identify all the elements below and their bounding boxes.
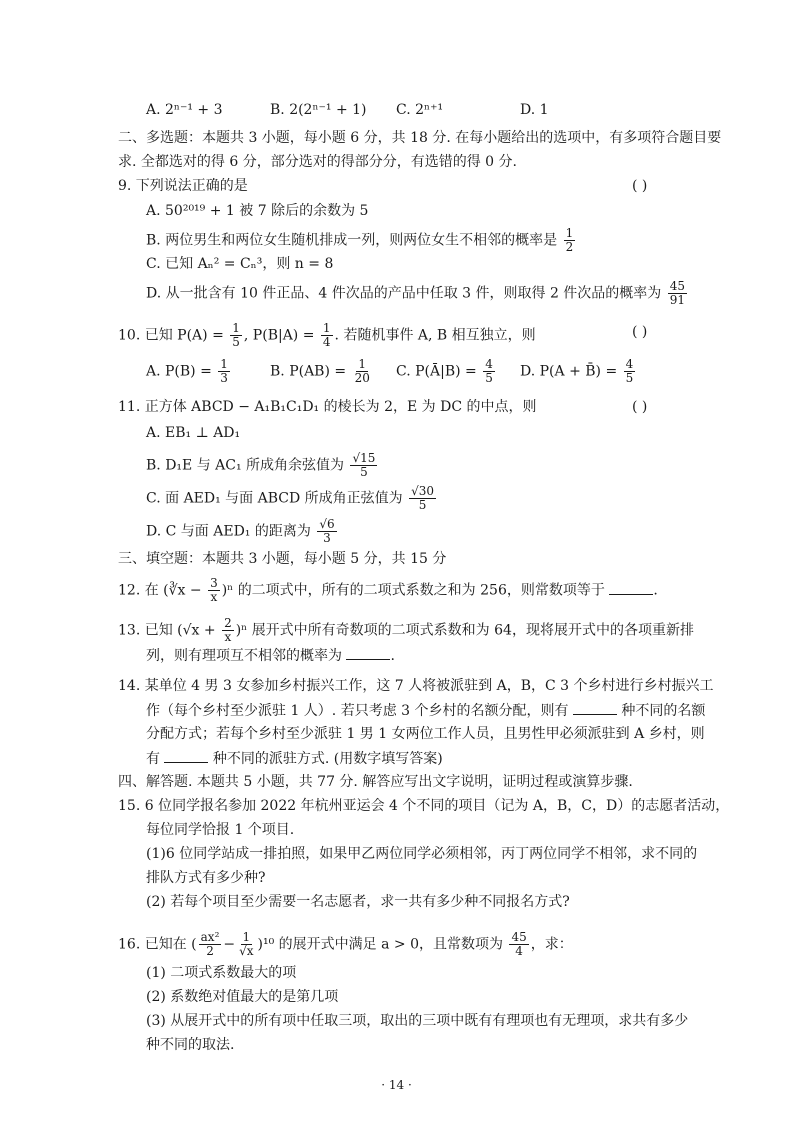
q10-frac-pa	[230, 322, 242, 349]
q14-line4	[146, 748, 443, 769]
frac-den: 2	[565, 240, 574, 254]
q9-option-d-fraction	[668, 280, 687, 307]
frac-den: 5	[418, 498, 427, 512]
frac-den: 2	[206, 944, 214, 958]
q8-choices	[146, 100, 549, 120]
q9-option-b	[146, 227, 577, 254]
frac-den: 4	[515, 944, 523, 958]
frac-num: 45	[669, 279, 686, 293]
q11-option-b	[146, 452, 379, 479]
q11-option-b-fraction	[350, 452, 377, 479]
frac-den: 20	[354, 371, 370, 385]
q10-option-a	[146, 358, 270, 385]
q10-option-b	[270, 358, 396, 385]
q14-line2a: 作（每个乡村至少派驻 1 人）. 若只考虑 3 个乡村的名额分配，则有	[146, 703, 569, 719]
q16-part3-cont: 种不同的取法.	[146, 1037, 235, 1053]
frac-num: √30	[411, 484, 435, 498]
q9-option-b-text: B. 两位男生和两位女生随机排成一列，则两位女生不相邻的概率是	[146, 232, 558, 249]
q10-option-c-fraction	[483, 358, 495, 385]
q8-choice-b: B. 2(2ⁿ⁻¹ + 1)	[270, 102, 367, 118]
q14-line4b: 种不同的派驻方式. (用数字填写答案)	[212, 751, 443, 767]
frac-num: 2	[224, 616, 232, 630]
q9-answer-paren: ( )	[632, 178, 648, 194]
q12-stem-post: )ⁿ 的二项式中，所有的二项式系数之和为 256，则常数项等于	[221, 582, 605, 599]
q14-line2	[146, 700, 705, 721]
frac-den: 4	[322, 335, 331, 349]
page-number: · 14 ·	[381, 1078, 412, 1092]
q11-stem: 11. 正方体 ABCD − A₁B₁C₁D₁ 的棱长为 2，E 为 DC 的中点，则	[118, 399, 537, 415]
q9-option-d-text: D. 从一批含有 10 件正品、4 件次品的产品中任取 3 件，则取得 2 件次品的概率为	[146, 285, 662, 302]
section3-heading: 三、填空题：本题共 3 小题，每小题 5 分，共 15 分	[118, 551, 447, 567]
frac-den: 5	[360, 465, 368, 479]
q9-option-d	[146, 280, 689, 307]
q13-stem-post: )ⁿ 展开式中所有奇数项的二项式系数和为 64，现将展开式中的各项重新排	[235, 622, 694, 639]
frac-den: x	[224, 630, 232, 644]
q10-option-c	[396, 358, 520, 385]
q10-stem-pre: 10. 已知 P(A) =	[118, 327, 224, 344]
q16-part1: (1) 二项式系数最大的项	[146, 965, 297, 981]
frac-num: √6	[319, 517, 335, 531]
q10-option-d-fraction	[624, 358, 636, 385]
q13-stem-end: .	[390, 648, 395, 664]
q12-fraction	[208, 577, 220, 604]
q10-option-b-text: B. P(AB) =	[270, 363, 347, 380]
q14-line3: 分配方式；若每个乡村至少派驻 1 男 1 女两位工作人员，且男性甲必须派驻到 A 乡村，则	[146, 726, 705, 742]
q15-part2: (2) 若每个项目至少需要一名志愿者，求一共有多少种不同报名方式?	[146, 894, 570, 910]
frac-den: 3	[220, 371, 228, 385]
q10-option-a-text: A. P(B) =	[146, 363, 212, 380]
q10-options	[146, 358, 637, 385]
frac-num: 1	[322, 321, 331, 335]
q10-stem	[118, 322, 536, 349]
q10-option-b-fraction	[353, 358, 372, 385]
q16-stem	[118, 931, 573, 958]
q13-stem	[118, 617, 694, 644]
frac-den: x	[210, 590, 218, 604]
section4-heading: 四、解答题. 本题共 5 小题，共 77 分. 解答应写出文字说明，证明过程或演算步骤.	[118, 774, 633, 790]
frac-num: 1	[242, 930, 251, 944]
q12-stem	[118, 577, 658, 604]
q14-answer-blank-2[interactable]	[164, 748, 208, 763]
frac-den: 5	[485, 371, 493, 385]
q16-stem-pre: 16. 已知在 (	[118, 936, 197, 953]
q16-part3: (3) 从展开式中的所有项中任取三项，取出的三项中既有有理项也有无理项，求共有多少	[146, 1013, 689, 1029]
frac-num: √15	[352, 451, 376, 465]
q16-fraction-3	[509, 931, 528, 958]
q8-choice-d: D. 1	[520, 102, 549, 118]
q15-line2: 每位同学恰报 1 个项目.	[146, 822, 295, 838]
q14-line2b: 种不同的名额	[621, 703, 706, 719]
q14-line4a: 有	[146, 751, 160, 767]
q10-frac-pba	[321, 322, 333, 349]
q14-answer-blank-1[interactable]	[573, 700, 617, 715]
q10-option-a-fraction	[218, 358, 230, 385]
q12-stem-pre: 12. 在 (∛x −	[118, 582, 202, 599]
q11-option-b-text: B. D₁E 与 AC₁ 所成角余弦值为	[146, 457, 345, 474]
q13-stem-pre: 13. 已知 (√x +	[118, 622, 216, 639]
section2-heading-cont: 求. 全都选对的得 6 分，部分选对的得部分分，有选错的得 0 分.	[118, 154, 517, 170]
frac-num: 3	[210, 576, 218, 590]
q15-part1-cont: 排队方式有多少种?	[146, 870, 266, 886]
q11-option-d-text: D. C 与面 AED₁ 的距离为	[146, 523, 311, 540]
frac-num: 4	[485, 357, 493, 371]
frac-num: ax²	[200, 930, 220, 944]
q13-stem-line2: 列，则有理项互不相邻的概率为	[146, 648, 342, 664]
q11-option-c-text: C. 面 AED₁ 与面 ABCD 所成角正弦值为	[146, 490, 403, 507]
q16-stem-end: ，求：	[530, 936, 573, 953]
frac-num: 1	[358, 357, 367, 371]
q13-answer-blank[interactable]	[346, 645, 390, 660]
q13-fraction	[222, 617, 234, 644]
q16-minus: −	[223, 936, 236, 953]
frac-den: 91	[669, 293, 686, 307]
q8-choice-a: A. 2ⁿ⁻¹ + 3	[146, 102, 223, 118]
q11-option-c	[146, 485, 438, 512]
frac-den: 5	[625, 371, 634, 385]
q10-stem-mid: , P(B|A) =	[243, 327, 315, 344]
q11-option-d-fraction	[317, 518, 336, 545]
q15-line1: 15. 6 位同学报名参加 2022 年杭州亚运会 4 个不同的项目（记为 A，B，C，D）的志愿者活动，	[118, 798, 730, 814]
frac-num: 1	[565, 226, 574, 240]
q9-option-c: C. 已知 Aₙ² = Cₙ³，则 n = 8	[146, 256, 334, 272]
q9-option-b-fraction	[564, 227, 576, 254]
q14-line1: 14. 某单位 4 男 3 女参加乡村振兴工作，这 7 人将被派驻到 A，B，C 3 个乡村进行乡村振兴工	[118, 678, 714, 694]
section2-heading: 二、多选题：本题共 3 小题，每小题 6 分，共 18 分. 在每小题给出的选项中，有多项符合题目要	[118, 130, 722, 146]
q9-option-a: A. 50²⁰¹⁹ + 1 被 7 除后的余数为 5	[146, 203, 369, 219]
q16-fraction-2	[237, 931, 255, 958]
q10-option-d	[520, 358, 637, 385]
frac-num: 1	[220, 357, 228, 371]
q8-choice-c: C. 2ⁿ⁺¹	[396, 102, 444, 118]
q10-stem-post: . 若随机事件 A, B 相互独立，则	[334, 327, 536, 344]
frac-den: 3	[323, 531, 331, 545]
frac-num: 45	[511, 930, 527, 944]
q13-stem-cont	[146, 645, 395, 666]
q9-stem: 9. 下列说法正确的是	[118, 178, 248, 194]
q11-option-d	[146, 518, 339, 545]
q12-stem-end: .	[653, 582, 658, 599]
q11-answer-paren: ( )	[632, 399, 648, 415]
q16-part2: (2) 系数绝对值最大的是第几项	[146, 989, 339, 1005]
q10-answer-paren: ( )	[632, 324, 648, 340]
frac-den: √x	[239, 944, 254, 958]
q10-option-d-text: D. P(A + B̄) =	[520, 363, 618, 380]
frac-num: 4	[625, 357, 634, 371]
q16-stem-post: )¹⁰ 的展开式中满足 a > 0，且常数项为	[257, 936, 504, 953]
q15-part1: (1)6 位同学站成一排拍照，如果甲乙两位同学必须相邻，丙丁两位同学不相邻，求不同的	[146, 846, 698, 862]
q16-fraction-1	[199, 931, 222, 958]
frac-num: 1	[232, 321, 240, 335]
q11-option-c-fraction	[409, 485, 436, 512]
q12-answer-blank[interactable]	[609, 580, 653, 595]
q10-option-c-text: C. P(Ā|B) =	[396, 363, 477, 380]
frac-den: 5	[232, 335, 240, 349]
q11-option-a: A. EB₁ ⊥ AD₁	[146, 425, 241, 441]
